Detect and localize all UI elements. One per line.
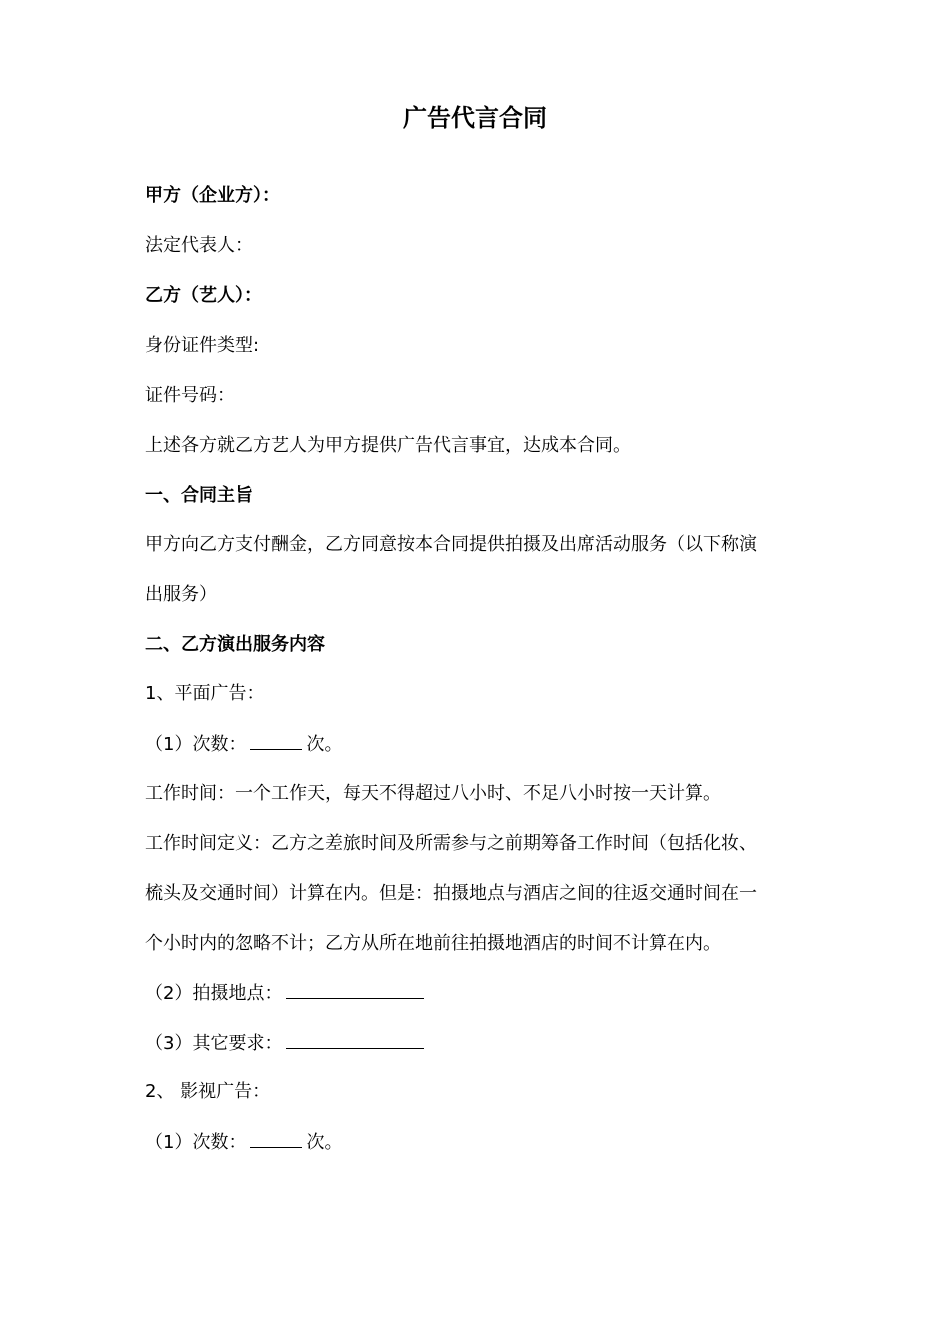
item2-count-prefix: （1）次数：	[145, 1132, 247, 1153]
item2-count-line	[145, 1129, 805, 1156]
work-def-line2: 梳头及交通时间）计算在内。但是：拍摄地点与酒店之间的往返交通时间在一	[145, 883, 757, 904]
id-type-label: 身份证件类型:	[145, 335, 260, 356]
work-def-line1: 工作时间定义：乙方之差旅时间及所需参与之前期筹备工作时间（包括化妆、	[145, 833, 757, 854]
section1-text-line2: 出服务）	[145, 584, 217, 605]
id-number-label: 证件号码：	[145, 385, 235, 406]
party-a-label: 甲方（企业方）：	[145, 185, 280, 206]
item1-count-line	[145, 731, 805, 758]
item1-other-line	[145, 1030, 805, 1057]
item1-count-suffix: 次。	[306, 734, 343, 755]
legal-rep-label: 法定代表人：	[145, 235, 253, 256]
work-time-line: 工作时间：一个工作天，每天不得超过八小时、不足八小时按一天计算。	[145, 783, 721, 804]
party-b-label: 乙方（艺人）：	[145, 285, 262, 306]
section2-heading: 二、乙方演出服务内容	[145, 634, 325, 655]
item1-other-blank	[286, 1030, 424, 1049]
item2-heading: 2、 影视广告：	[145, 1081, 271, 1102]
item1-location-line	[145, 980, 805, 1007]
item1-other-label: （3）其它要求：	[145, 1033, 283, 1054]
section1-text-line1: 甲方向乙方支付酬金，乙方同意按本合同提供拍摄及出席活动服务（以下称演	[145, 534, 757, 555]
item2-count-suffix: 次。	[306, 1132, 343, 1153]
work-def-line3: 个小时内的忽略不计；乙方从所在地前往拍摄地酒店的时间不计算在内。	[145, 933, 721, 954]
item1-count-prefix: （1）次数：	[145, 734, 247, 755]
item1-location-blank	[286, 980, 424, 999]
intro-paragraph: 上述各方就乙方艺人为甲方提供广告代言事宜，达成本合同。	[145, 435, 631, 456]
item1-heading: 1、平面广告：	[145, 683, 265, 704]
item2-count-blank	[250, 1129, 302, 1148]
section1-heading: 一、合同主旨	[145, 485, 253, 506]
item1-count-blank	[250, 731, 302, 750]
item1-location-label: （2）拍摄地点：	[145, 983, 283, 1004]
document-title: 广告代言合同	[403, 104, 547, 132]
